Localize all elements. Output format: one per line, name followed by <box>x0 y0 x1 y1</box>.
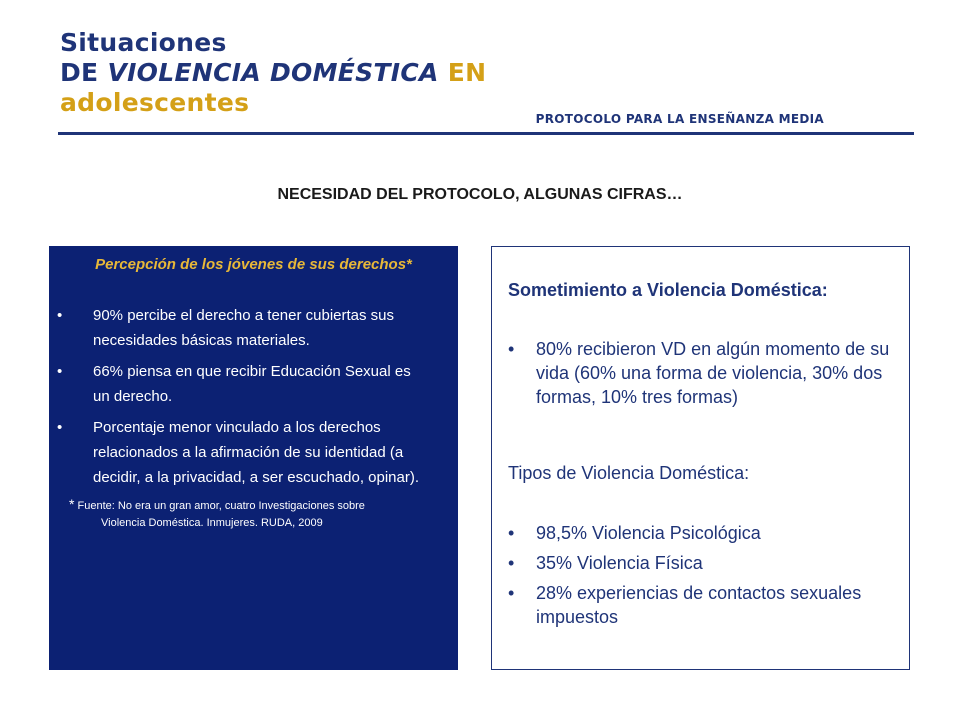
left-panel <box>49 246 458 670</box>
source-note <box>59 496 458 532</box>
bullet-icon: • <box>57 307 63 324</box>
slide-title <box>60 28 486 118</box>
source-note-line-2: Violencia Doméstica. Inmujeres. RUDA, 2009 <box>101 517 323 529</box>
list-item-text: Porcentaje menor vinculado a los derechos relacionados a la afirmación de su identidad (a decidir, a la privacidad, a ser escuchado, opinar). <box>93 419 420 486</box>
list-item-text: 98,5% Violencia Psicológica <box>536 523 761 543</box>
slide-subtitle: PROTOCOLO PARA LA ENSEÑANZA MEDIA <box>535 112 824 126</box>
list-item-text: 28% experiencias de contactos sexuales impuestos <box>536 583 862 627</box>
title-de: DE <box>60 58 108 87</box>
list-item-text: 35% Violencia Física <box>536 553 703 573</box>
violence-types-label: Tipos de Violencia Doméstica: <box>508 463 750 483</box>
list-item <box>508 581 898 629</box>
right-panel <box>491 246 910 670</box>
right-panel-list-1 <box>508 337 898 409</box>
list-item <box>508 521 898 545</box>
title-line-3: adolescentes <box>60 88 250 117</box>
left-panel-list <box>49 303 458 490</box>
list-item <box>508 551 898 575</box>
title-en: EN <box>438 58 487 87</box>
bullet-icon: • <box>57 363 63 380</box>
bullet-icon: • <box>508 339 515 359</box>
bullet-icon: • <box>508 553 515 573</box>
bullet-icon: • <box>508 523 515 543</box>
title-line-1: Situaciones <box>60 28 227 57</box>
list-item <box>57 359 428 409</box>
title-line-2 <box>60 58 486 88</box>
list-item-text: 90% percibe el derecho a tener cubiertas sus necesidades básicas materiales. <box>93 307 395 349</box>
title-violencia-domestica: VIOLENCIA DOMÉSTICA <box>107 58 439 87</box>
source-note-star: * <box>69 496 75 512</box>
violence-types-list <box>508 521 898 629</box>
section-heading: NECESIDAD DEL PROTOCOLO, ALGUNAS CIFRAS… <box>277 186 683 203</box>
list-item <box>57 303 428 353</box>
right-panel-title: Sometimiento a Violencia Doméstica: <box>508 280 828 300</box>
header-divider <box>58 132 914 135</box>
bullet-icon: • <box>508 583 515 603</box>
bullet-icon: • <box>57 419 63 436</box>
list-item <box>57 415 428 490</box>
list-item <box>508 337 898 409</box>
source-note-line-1: Fuente: No era un gran amor, cuatro Investigaciones sobre <box>77 500 365 512</box>
list-item-text: 80% recibieron VD en algún momento de su vida (60% una forma de violencia, 30% dos formas, 10% tres formas) <box>536 339 890 407</box>
left-panel-title: Percepción de los jóvenes de sus derechos* <box>95 256 412 273</box>
list-item-text: 66% piensa en que recibir Educación Sexual es un derecho. <box>93 363 411 405</box>
